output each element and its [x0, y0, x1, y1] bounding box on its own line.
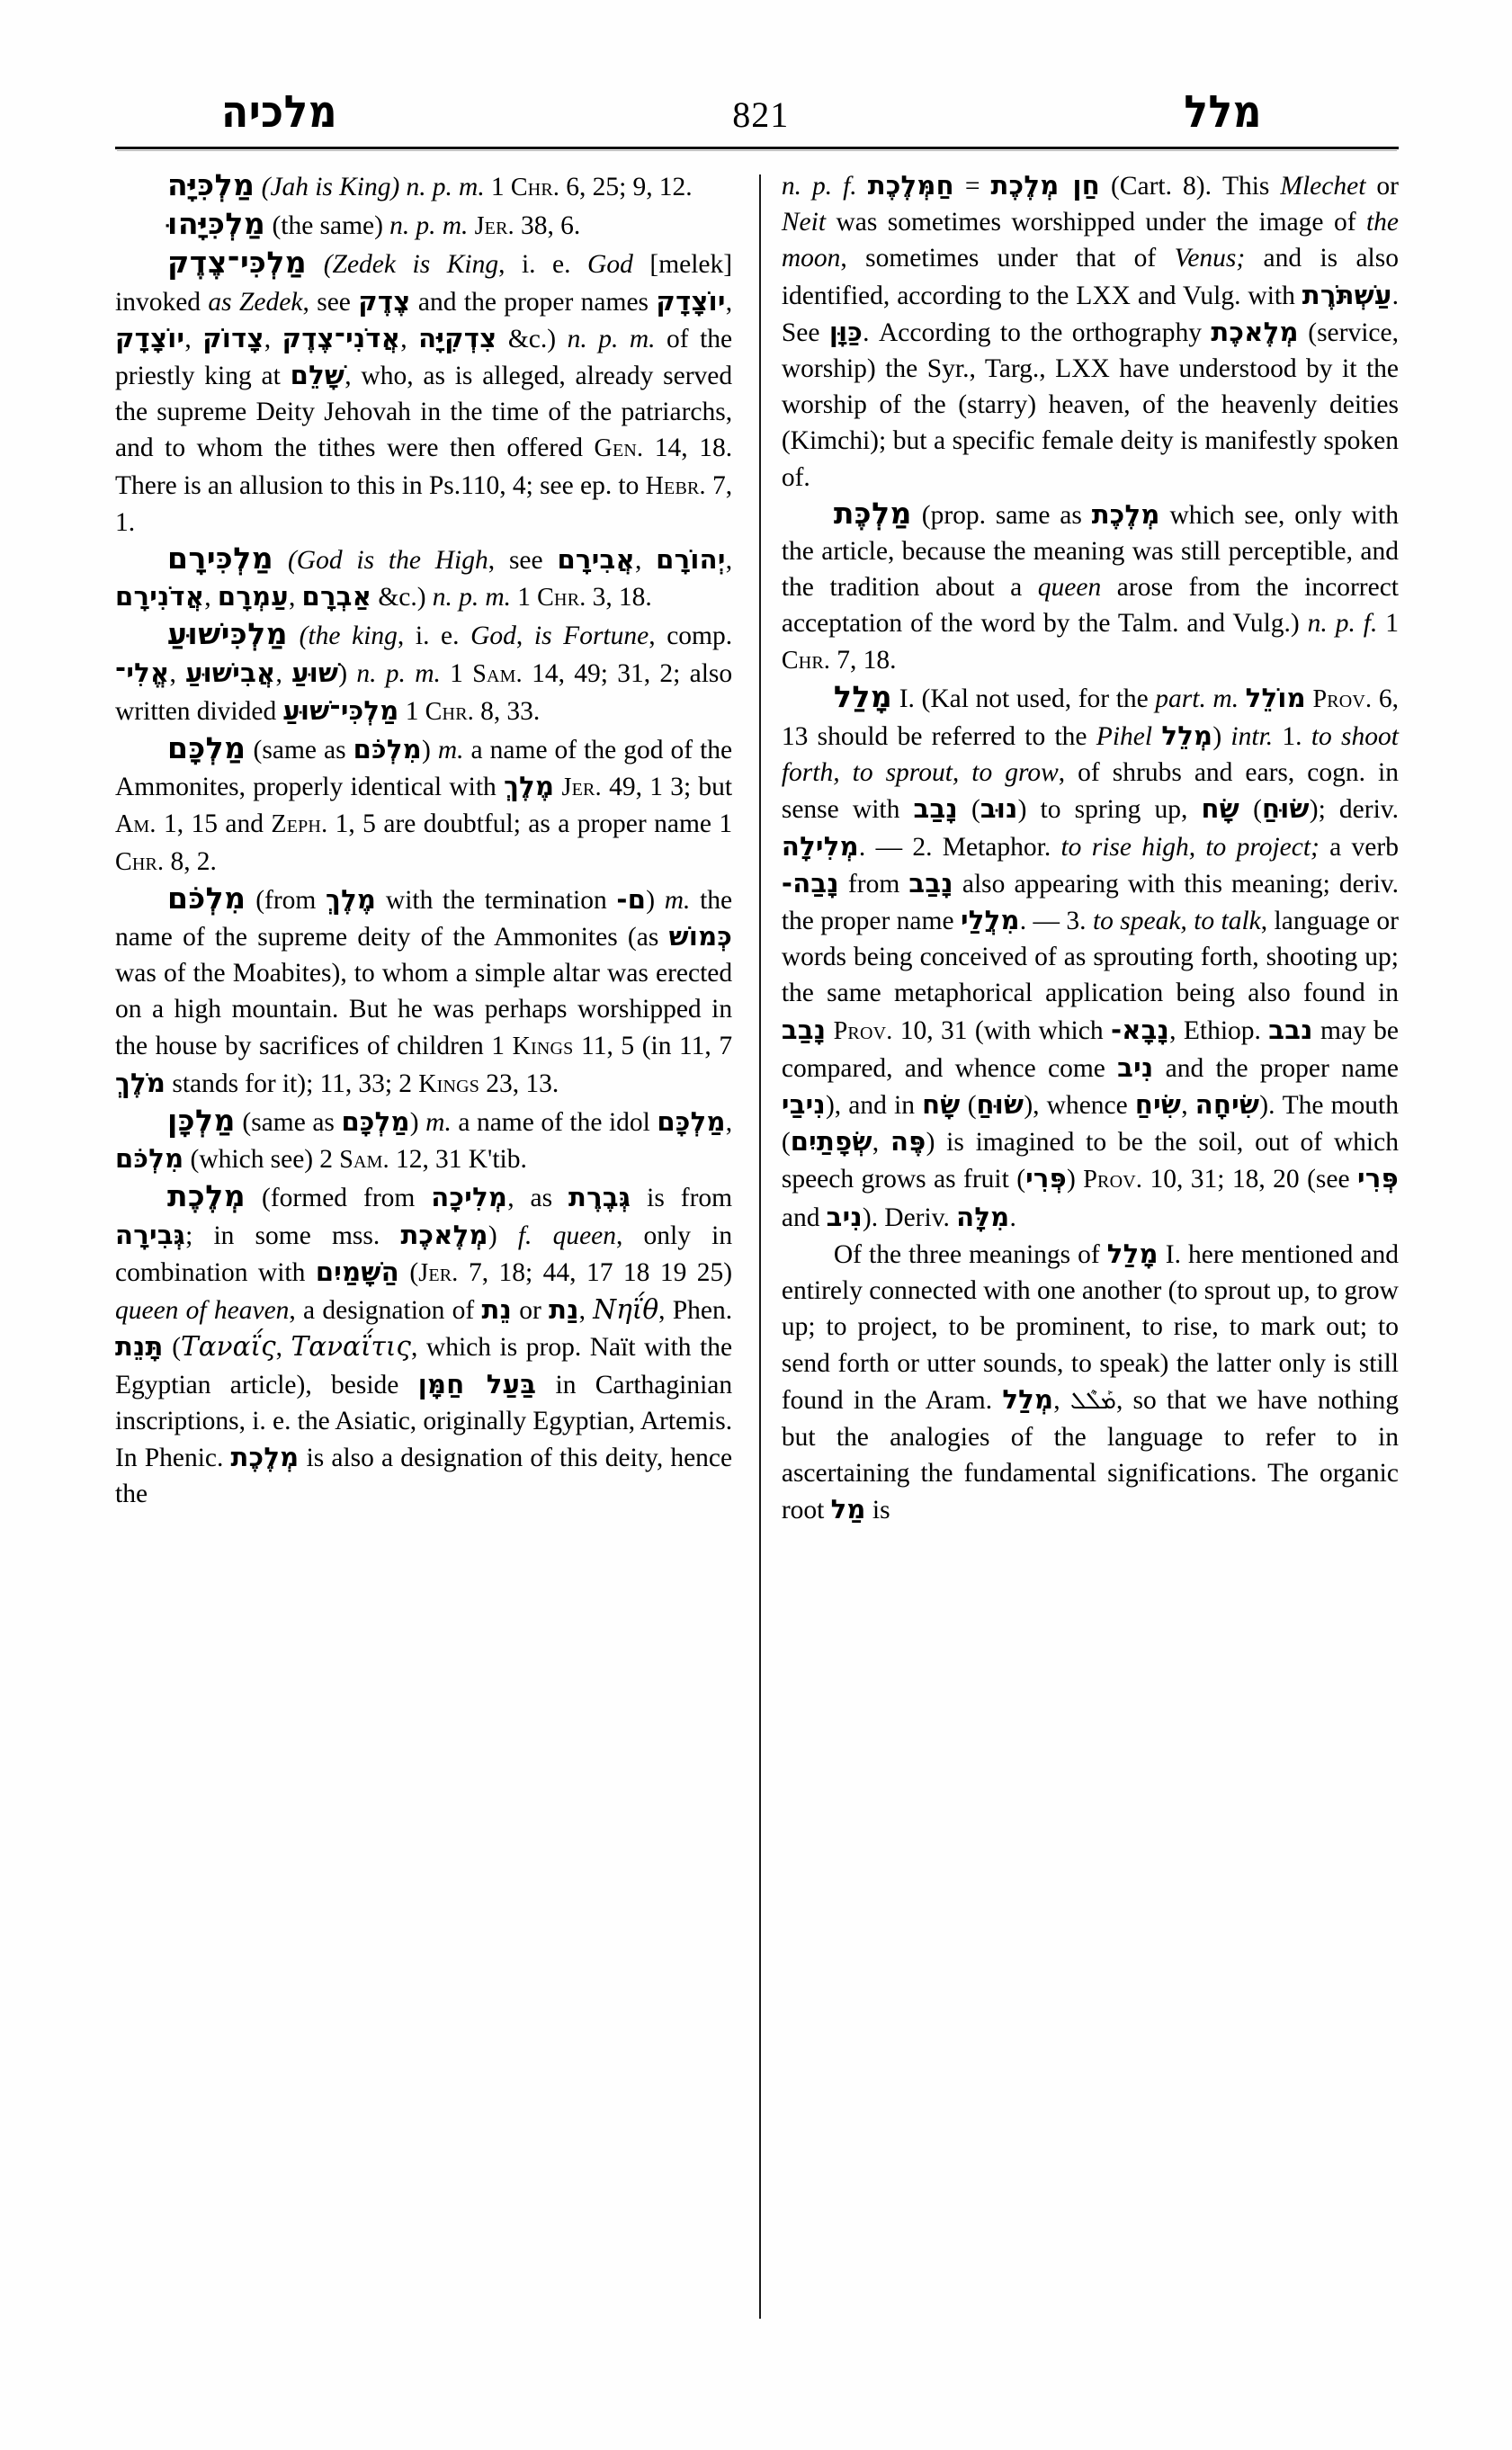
entry-headword: מַלְכָּן — [167, 1103, 236, 1139]
dictionary-entry — [115, 1178, 732, 1512]
entry-body: (God is the High, see אֲבִירָם, יְהוֹרָם, אֲדֹנִירָם, עַמְרָם, אַבְרָם &c.) n. p. m. 1 Chr. 3, 18. — [115, 544, 733, 612]
dictionary-entry — [115, 881, 732, 1103]
entry-headword: מַלְכָּם — [167, 730, 246, 766]
page-number: 821 — [732, 94, 790, 135]
entry-body: (same as מִלְכֹּם) m. a name of the god of the Ammonites, properly identical with מֶלֶךְ Jer. 49, 1 3; but Am. 1, 15 and Zeph. 1, 5 are doubtful; as a proper name 1 Chr. 8, 2. — [115, 734, 733, 876]
dictionary-entry — [115, 1103, 732, 1178]
entry-body: (same as מַלְכָּם) m. a name of the idol מַלְכָּם, מִלְכֹּם (which see) 2 Sam. 12, 31 K'tib. — [115, 1106, 733, 1175]
dictionary-entry — [782, 679, 1399, 1236]
entry-body: (from מֶלֶךְ with the termination ם‑) m. the name of the supreme deity of the Ammonites (as כְּמוֹשׁ was of the Moabites), to whom a simple altar was erected on a high mountain. But he was perhaps worshipped in the house by sacrifices of children 1 Kings 11, 5 (in 11, 7 מֹלֶךְ stands for it); 11, 33; 2 Kings 23, 13. — [115, 883, 733, 1098]
column-divider-rule — [759, 174, 761, 2319]
left-column — [115, 167, 739, 2344]
entry-headword: מִלְכֹּם — [167, 880, 246, 916]
running-head-right-word: מלל — [1184, 86, 1262, 139]
entry-headword: מַלְכִּישׁוּעַ — [167, 616, 289, 652]
entry-headword: מַלְכִּיָּהוּ — [167, 206, 266, 242]
running-head — [115, 70, 1397, 139]
dictionary-entry — [782, 496, 1399, 679]
dictionary-entry — [115, 616, 732, 730]
entry-body: (formed from מְלִיכָה, as גְּבֶרֶת is from גְּבִירָה; in some mss. מְלֶאכֶת) f. queen, only in combination with הַשָּׁמַיִם (Jer. 7, 18; 44, 17 18 19 25) queen of heaven, a designation of נֵת or נַת, Νηΐθ, Phen. תָּנֵת (Ταναΐς, Ταναΐτις, which is prop. Naït with the Egyptian article), beside בַּעַל חַמָּן in Carthaginian inscriptions, i. e. the Asiatic, originally Egyptian, Artemis. In Phenic. מְלֶכֶת is also a designation of this deity, hence the — [115, 1182, 733, 1509]
entry-body: (Jah is King) n. p. m. 1 Chr. 6, 25; 9, 12. — [261, 173, 693, 201]
dictionary-entry — [115, 730, 732, 881]
dictionary-entry — [115, 245, 732, 541]
entry-headword: מַלְכִּיָּה — [167, 167, 255, 202]
header-rule — [115, 147, 1399, 149]
entry-headword: מְלֶכֶת — [167, 1178, 246, 1214]
entry-headword: מָלַל — [833, 678, 893, 714]
dictionary-entry — [782, 1236, 1399, 1529]
dictionary-entry — [115, 206, 732, 245]
entry-headword: מַלְכֶּת — [833, 495, 912, 531]
running-head-left-word: מלכיה — [221, 86, 338, 139]
right-column — [782, 167, 1399, 2344]
entry-body: (Zedek is King, i. e. God [melek] invoked as Zedek, see צֶדֶק and the proper names יוֹצָדָק, יוֹצָדָק, צָדוֹק, אֲדֹנִי־צֶדֶק, צִדְקִיָּה &c.) n. p. m. of the priestly king at שָׁלֵם, who, as is alleged, already served the supreme Deity Jehovah in the time of the patriarchs, and to whom the tithes were then offered Gen. 14, 18. There is an allusion to this in Ps.110, 4; see ep. to Hebr. 7, 1. — [115, 250, 733, 537]
entry-body: (the king, i. e. God, is Fortune, comp. אֱלִי־, אֲבִישׁוּעַ, שׁוּעַ) n. p. m. 1 Sam. 14, 49; 31, 2; also written divided מַלְכִּי־שׁוּעַ 1 Chr. 8, 33. — [115, 621, 733, 726]
entry-headword: מַלְכִּי־צֶדֶק — [167, 245, 308, 281]
entry-headword: מַלְכִּירָם — [167, 541, 274, 577]
two-column-body — [115, 167, 1399, 2344]
column-gutter — [739, 167, 782, 2344]
dictionary-entry — [115, 167, 732, 206]
entry-body: (prop. same as מְלֶכֶת which see, only with the article, because the meaning was still perceptible, and the tradition about a queen arose from the incorrect acceptation of the word by the Talm. and Vulg.) n. p. f. 1 Chr. 7, 18. — [781, 498, 1399, 675]
entry-body: I. (Kal not used, for the part. m. מוֹלֵל Prov. 6, 13 should be referred to the Pihel מְלֵל) intr. 1. to shoot forth, to sprout, to grow, of shrubs and ears, cogn. in sense with נָבַב (נוּב) to spring up, שָׂח (שׂוּחַ); deriv. מְלִילָה. — 2. Metaphor. to rise high, to project; a verb נָבַה‑ from נָבַב also appearing with this meaning; deriv. the proper name מִלֲלַי. — 3. to speak, to talk, language or words being conceived of as sprouting forth, shooting up; the same metaphorical application being also found in נָבַב Prov. 10, 31 (with which נָבָא‑, Ethiop. נבב may be compared, and whence come נִיב and the proper name נִיבַי), and in שָׂח (שׂוּחַ), whence שִׂיחַ, שִׂיחָה). The mouth (שְׂפָתַיִם, פֶּה) is imagined to be the soil, out of which speech grows as fruit (פְּרִי) Prov. 10, 31; 18, 20 (see פְּרִי and נִיב). Deriv. מִלָּה. — [781, 682, 1399, 1232]
entry-body: n. p. f. חַמְּלֶכֶת = חַן מְלֶכֶת (Cart. 8). This Mlechet or Neit was sometimes worshipped under the image of the moon, sometimes under that of Venus; and is also identified, according to the LXX and Vulg. with עַשְׁתֹּרֶת. See כַּוָּן. According to the orthography מְלֶאכֶת (service, worship) the Syr., Targ., LXX have understood by it the worship of the (starry) heaven, of the heavenly deities (Kimchi); but a specific female deity is manifestly spoken of. — [781, 170, 1399, 492]
dictionary-entry — [115, 541, 732, 616]
dictionary-entry — [782, 167, 1399, 496]
entry-body: (the same) n. p. m. Jer. 38, 6. — [272, 211, 581, 241]
entry-body: Of the three meanings of מָלַל I. here mentioned and entirely connected with one another (to sprout up, to grow up; to project, to be prominent, to rise, to mark out; to send forth or utter sounds, to speak) the latter only is still found in the Aram. מְלַל, ܡܰܠܶܠ, so that we have nothing but the analogies of the language to refer to in ascertaining the fundamental significations. The organic root מַל is — [781, 1238, 1399, 1525]
